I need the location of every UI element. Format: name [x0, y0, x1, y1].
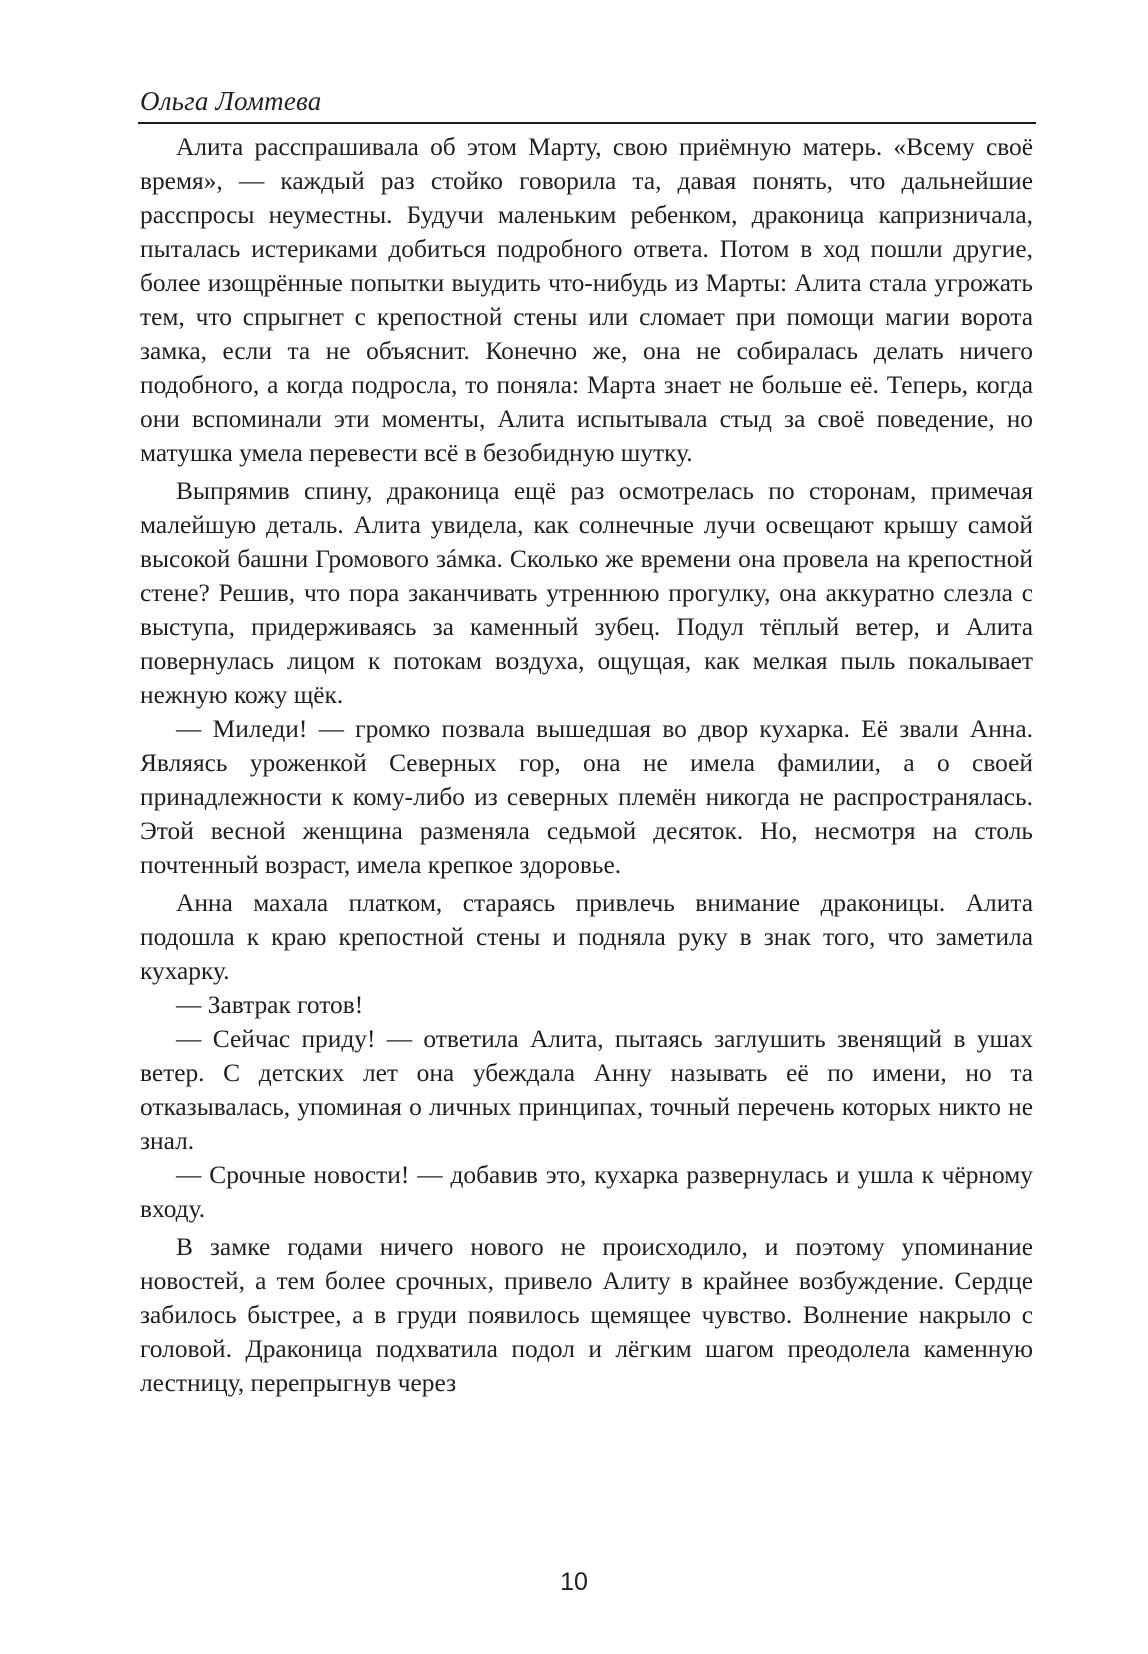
paragraph: Выпрямив спину, драконица ещё раз осмотрелась по сторонам, примечая малейшую деталь. Алита увидела, как солнечные лучи освещают крышу самой высокой башни Громового зáмка. Сколько же времени она провела на крепостной стене? Решив, что пора заканчивать утреннюю прогулку, она аккуратно слезла с выступа, придерживаясь за каменный зубец. Подул тёплый ветер, и Алита повернулась лицом к потокам воздуха, ощущая, как мелкая пыль покалывает нежную кожу щёк. — [140, 477, 1033, 709]
paragraph: Анна махала платком, стараясь привлечь внимание драконицы. Алита подошла к краю крепостной стены и подняла руку в знак того, что заметила кухарку. — [140, 889, 1033, 985]
paragraph: — Завтрак готов! — [176, 991, 364, 1019]
page-number: 10 — [560, 1568, 588, 1596]
header-rule — [138, 122, 1036, 124]
paragraph: В замке годами ничего нового не происходило, и поэтому упоминание новостей, а тем более срочных, привело Алиту в крайнее возбуждение. Сердце забилось быстрее, а в груди появилось щемящее чувство. Волнение накрыло с головой. Драконица подхватила подол и лёгким шагом преодолела каменную лестницу, перепрыгнув через — [140, 1233, 1033, 1397]
paragraph: Алита расспрашивала об этом Марту, свою приёмную матерь. «Всему своё время», — каждый раз стойко говорила та, давая понять, что дальнейшие расспросы неуместны. Будучи маленьким ребенком, драконица капризничала, пыталась истериками добиться подробного ответа. Потом в ход пошли другие, более изощрённые попытки выудить что-нибудь из Марты: Алита стала угрожать тем, что спрыгнет с крепостной стены или сломает при помощи магии ворота замка, если та не объяснит. Конечно же, она не собиралась делать ничего подобного, а когда подросла, то поняла: Марта знает не больше её. Теперь, когда они вспоминали эти моменты, Алита испытывала стыд за своё поведение, но матушка умела перевести всё в безобидную шутку. — [140, 133, 1033, 467]
text-body — [140, 130, 1033, 1400]
paragraph: — Срочные новости! — добавив это, кухарка развернулась и ушла к чёрному входу. — [140, 1161, 1033, 1223]
paragraph: — Миледи! — громко позвала вышедшая во двор кухарка. Её звали Анна. Являясь уроженкой Северных гор, она не имела фамилии, а о своей принадлежности к кому-либо из северных племён никогда не распространялась. Этой весной женщина разменяла седьмой десяток. Но, несмотря на столь почтенный возраст, имела крепкое здоровье. — [140, 715, 1033, 879]
paragraph: — Сейчас приду! — ответила Алита, пытаясь заглушить звенящий в ушах ветер. С детских лет она убеждала Анну называть её по имени, но та отказывалась, упоминая о личных принципах, точный перечень которых никто не знал. — [140, 1025, 1033, 1155]
running-head-author: Ольга Ломтева — [140, 86, 322, 116]
